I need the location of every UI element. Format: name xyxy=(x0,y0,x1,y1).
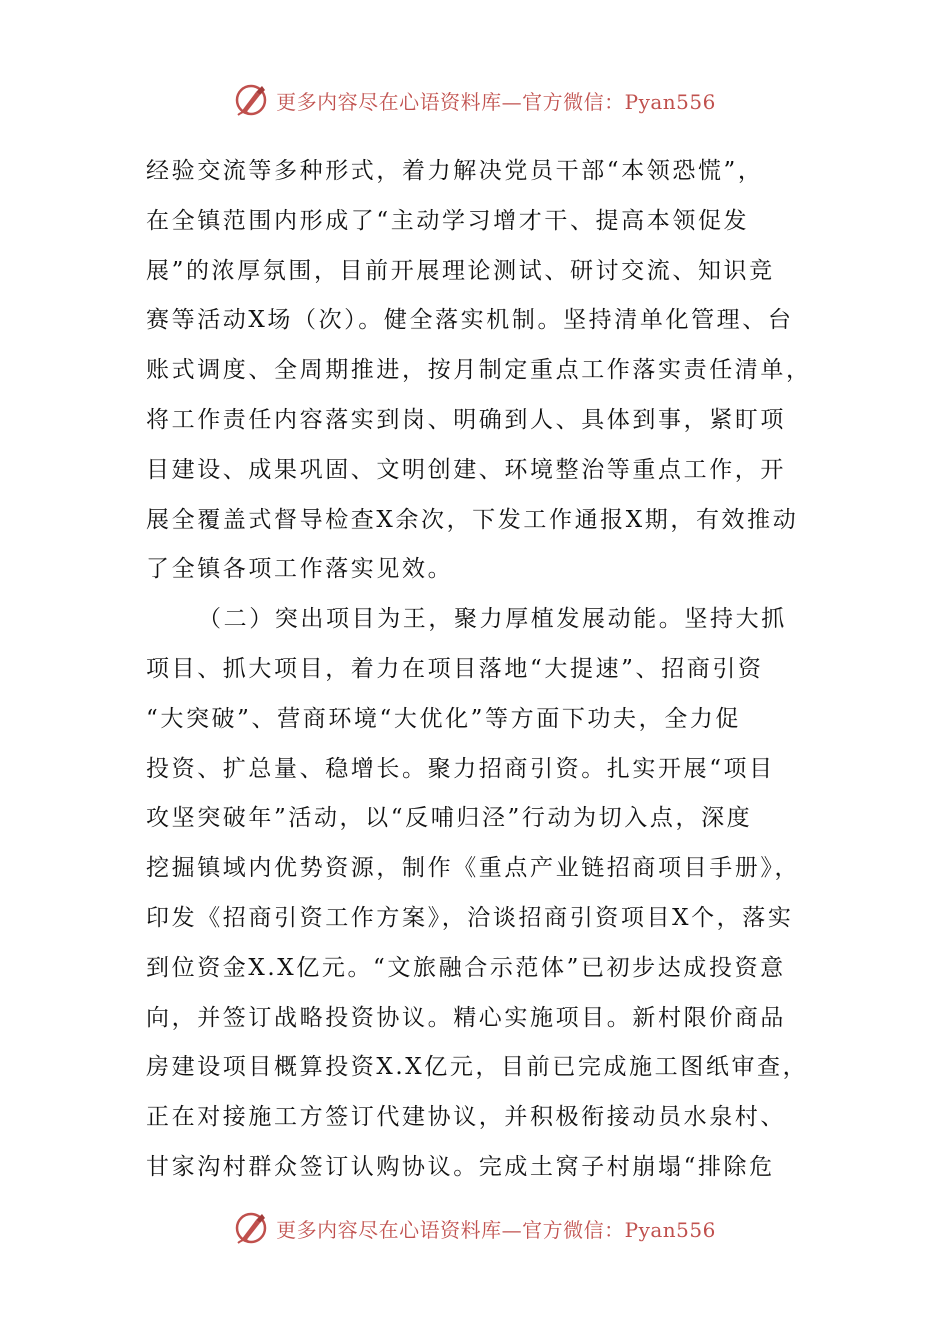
section-heading-line: （二）突出项目为王，聚力厚植发展动能。坚持大抓 xyxy=(198,606,787,633)
body-line: “大突破”、营商环境“大优化”等方面下功夫，全力促 xyxy=(146,705,742,732)
pen-logo-icon xyxy=(234,82,270,118)
document-body xyxy=(146,147,812,1193)
body-line: 目建设、成果巩固、文明创建、环境整治等重点工作，开 xyxy=(146,456,786,483)
header-banner xyxy=(0,80,950,120)
body-line: 项目、抓大项目，着力在项目落地“大提速”、招商引资 xyxy=(146,655,764,682)
body-line: 房建设项目概算投资X.X亿元，目前已完成施工图纸审查， xyxy=(146,1054,809,1081)
body-line: 向，并签订战略投资协议。精心实施项目。新村限价商品 xyxy=(146,1004,786,1031)
body-line: 到位资金X.X亿元。“文旅融合示范体”已初步达成投资意 xyxy=(146,954,786,981)
body-line: 正在对接施工方签订代建协议，并积极衔接动员水泉村、 xyxy=(146,1104,786,1131)
body-line: 了全镇各项工作落实见效。 xyxy=(146,556,454,583)
body-line: 挖掘镇域内优势资源，制作《重点产业链招商项目手册》， xyxy=(146,855,801,882)
body-line: 账式调度、全周期推进，按月制定重点工作落实责任清单， xyxy=(146,357,812,384)
body-line: 在全镇范围内形成了“主动学习增才干、提高本领促发 xyxy=(146,207,750,234)
body-line: 赛等活动X场（次）。健全落实机制。坚持清单化管理、台 xyxy=(146,307,794,334)
pen-logo-icon xyxy=(234,1210,270,1246)
body-line: 攻坚突破年”活动，以“反哺归泾”行动为切入点，深度 xyxy=(146,805,753,832)
header-banner-text: 更多内容尽在心语资料库—官方微信：Pyan556 xyxy=(276,89,716,114)
body-line: 将工作责任内容落实到岗、明确到人、具体到事，紧盯项 xyxy=(146,406,786,433)
body-line: 印发《招商引资工作方案》，洽谈招商引资项目X个，落实 xyxy=(146,904,794,931)
body-line: 甘家沟村群众签订认购协议。完成土窝子村崩塌“排除危 xyxy=(146,1153,775,1180)
footer-banner xyxy=(0,1208,950,1248)
body-line: 经验交流等多种形式，着力解决党员干部“本领恐慌”， xyxy=(146,158,764,184)
footer-banner-text: 更多内容尽在心语资料库—官方微信：Pyan556 xyxy=(276,1217,716,1242)
body-line: 展全覆盖式督导检查X余次，下发工作通报X期，有效推动 xyxy=(146,506,799,533)
body-line: 投资、扩总量、稳增长。聚力招商引资。扎实开展“项目 xyxy=(146,755,775,782)
body-line: 展”的浓厚氛围，目前开展理论测试、研讨交流、知识竞 xyxy=(146,257,775,284)
